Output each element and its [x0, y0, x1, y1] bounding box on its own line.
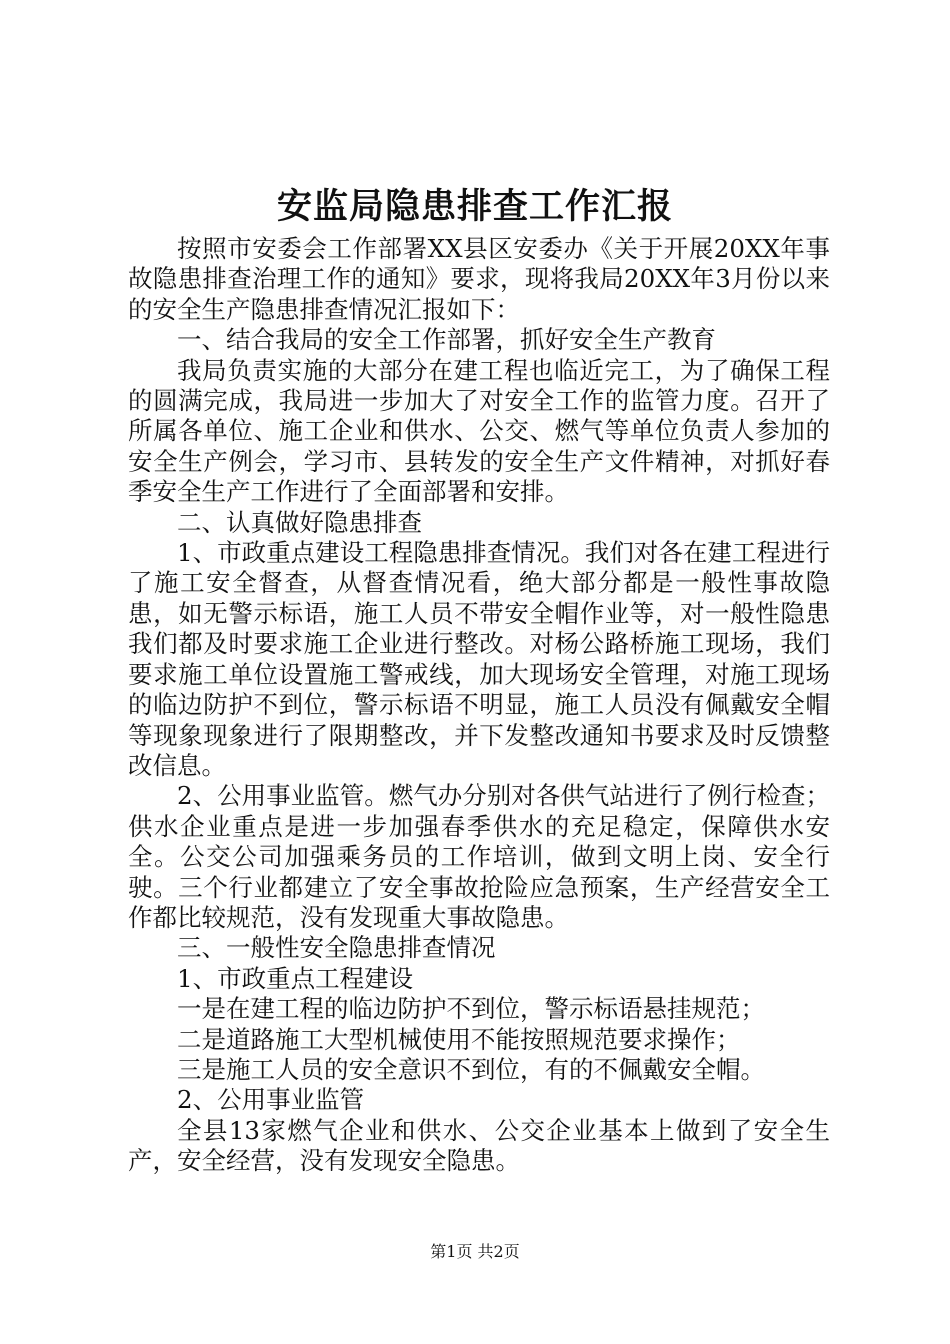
page-number-footer: 第1页 共2页: [430, 1242, 520, 1261]
section-heading-2: 二、认真做好隐患排查: [177, 507, 422, 537]
document-body: [128, 234, 830, 1177]
section-heading-1: 一、结合我局的安全工作部署，抓好安全生产教育: [177, 325, 716, 355]
section-3-subheading-2: 2、公用事业监管: [177, 1085, 365, 1115]
section-3-conclusion: 全县13家燃气企业和供水、公交企业基本上做到了安全生产，安全经营，没有发现安全隐患。: [128, 1115, 830, 1176]
section-2-item-2: 2、公用事业监管。燃气办分别对各供气站进行了例行检查；供水企业重点是进一步加强春季供水的充足稳定，保障供水安全。公交公司加强乘务员的工作培训，做到文明上岗、安全行驶。三个行业都建立了安全事故抢险应急预案，生产经营安全工作都比较规范，没有发现重大事故隐患。: [128, 781, 830, 932]
section-3-point-2: 二是道路施工大型机械使用不能按照规范要求操作；: [177, 1024, 741, 1054]
section-3-point-1: 一是在建工程的临边防护不到位，警示标语悬挂规范；: [177, 994, 765, 1024]
section-2-item-1: 1、市政重点建设工程隐患排查情况。我们对各在建工程进行了施工安全督查，从督查情况看，绝大部分都是一般性事故隐患，如无警示标语，施工人员不带安全帽作业等，对一般性隐患我们都及时要求施工企业进行整改。对杨公路桥施工现场，我们要求施工单位设置施工警戒线，加大现场安全管理，对施工现场的临边防护不到位，警示标语不明显，施工人员没有佩戴安全帽等现象现象进行了限期整改，并下发整改通知书要求及时反馈整改信息。: [128, 538, 830, 780]
section-3-subheading-1: 1、市政重点工程建设: [177, 963, 414, 993]
section-heading-3: 三、一般性安全隐患排查情况: [177, 933, 496, 963]
section-3-point-3: 三是施工人员的安全意识不到位，有的不佩戴安全帽。: [177, 1054, 765, 1084]
document-title: 安监局隐患排查工作汇报: [276, 186, 673, 227]
intro-paragraph: 按照市安委会工作部署XX县区安委办《关于开展20XX年事故隐患排查治理工作的通知》要求，现将我局20XX年3月份以来的安全生产隐患排查情况汇报如下：: [128, 234, 830, 324]
section-1-paragraph: 我局负责实施的大部分在建工程也临近完工，为了确保工程的圆满完成，我局进一步加大了对安全工作的监管力度。召开了所属各单位、施工企业和供水、公交、燃气等单位负责人参加的安全生产例会，学习市、县转发的安全生产文件精神，对抓好春季安全生产工作进行了全面部署和安排。: [128, 355, 830, 507]
